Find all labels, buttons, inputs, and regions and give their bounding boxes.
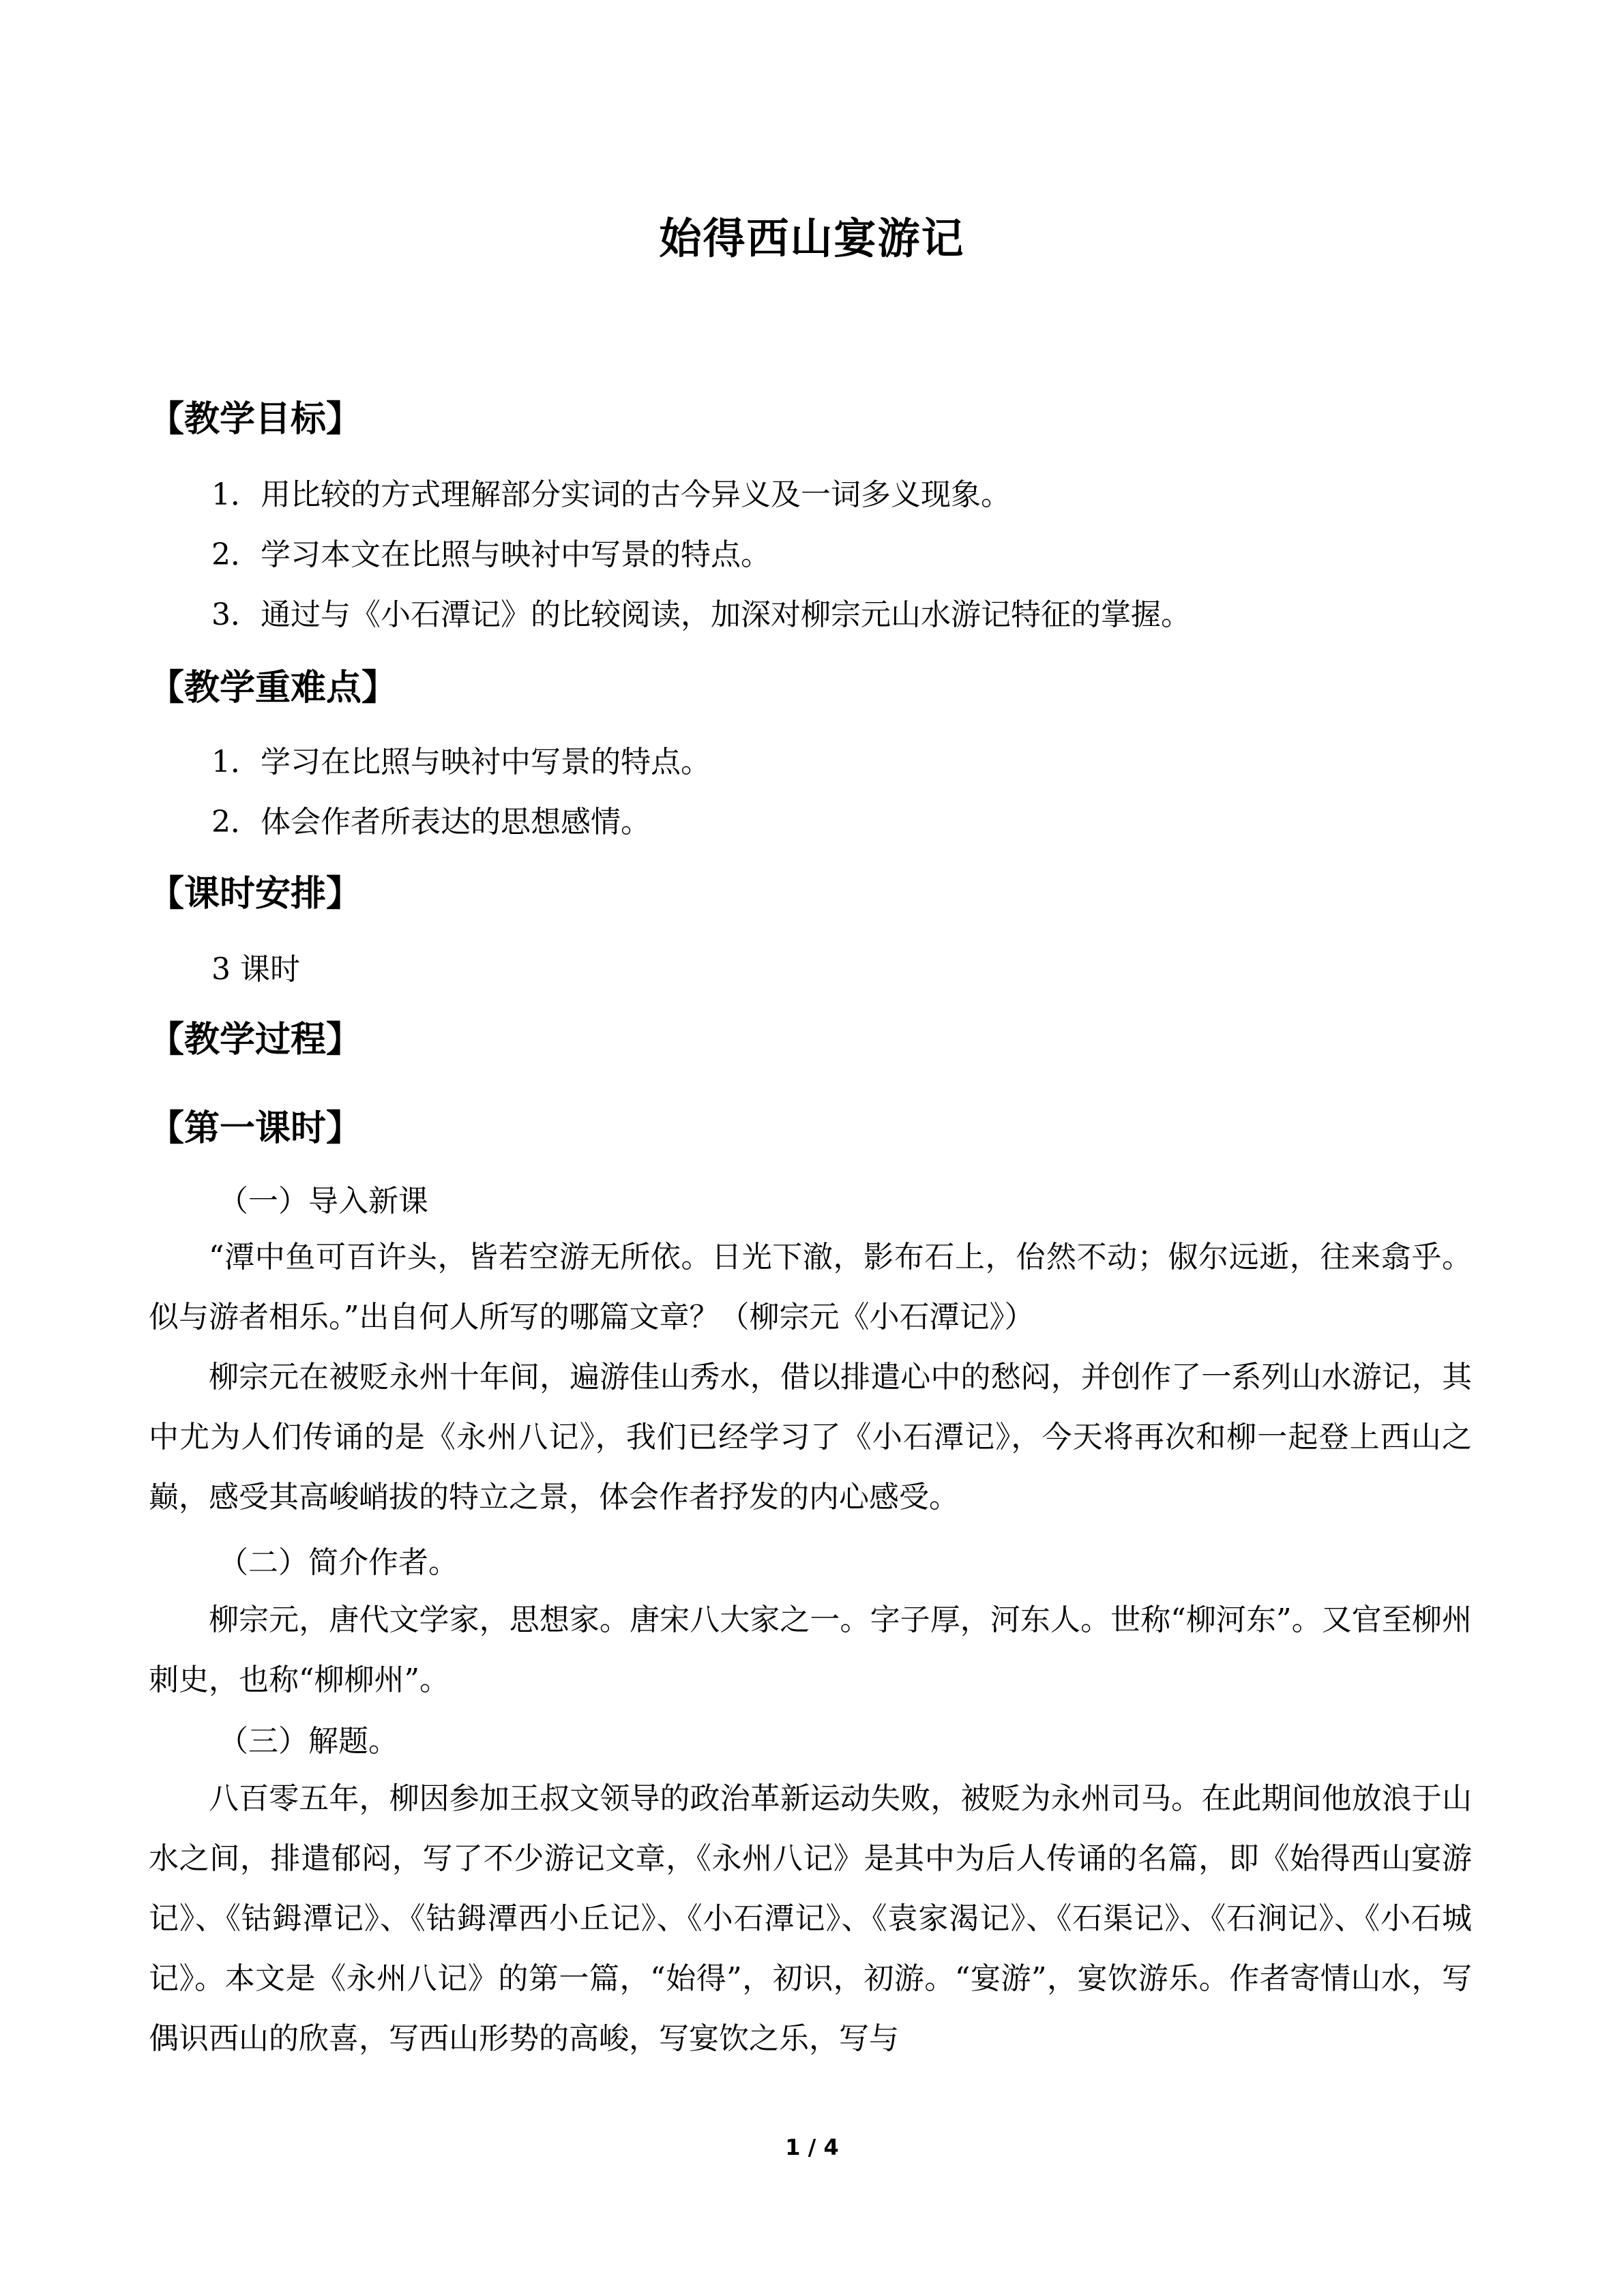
page-number: 1 / 4: [785, 2134, 839, 2160]
objective-item-1: 1．用比较的方式理解部分实词的古今异义及一词多义现象。: [211, 477, 1011, 512]
key-point-item-2: 2．体会作者所表达的思想感情。: [211, 805, 651, 839]
paragraph-title-explain: 八百零五年，柳因参加王叔文领导的政治革新运动失败，被贬为永州司马。在此期间他放浪于山水之间，排遣郁闷，写了不少游记文章，《永州八记》是其中为后人传诵的名篇，即《始得西山宴游记》、《钴鉧潭记》、《钴鉧潭西小丘记》、《小石潭记》、《袁家渴记》、《石渠记》、《石涧记》、《小石城记》。本文是《永州八记》的第一篇，“始得”，初识，初游。“宴游”，宴饮游乐。作者寄情山水，写偶识西山的欣喜，写西山形势的高峻，写宴饮之乐，写与: [149, 1781, 1472, 2056]
key-point-item-1: 1．学习在比照与映衬中写景的特点。: [211, 745, 711, 779]
paragraph-background: 柳宗元在被贬永州十年间，遍游佳山秀水，借以排遣心中的愁闷，并创作了一系列山水游记，其中尤为人们传诵的是《永州八记》，我们已经学习了《小石潭记》，今天将再次和柳一起登上西山之巅，感受其高峻峭拔的特立之景，体会作者抒发的内心感受。: [149, 1360, 1472, 1515]
heading-process: 【教学过程】: [149, 1019, 362, 1060]
schedule-text: 3 课时: [211, 952, 300, 987]
subheading-intro: （一）导入新课: [218, 1184, 428, 1219]
subheading-title-explain: （三）解题。: [218, 1724, 398, 1759]
heading-schedule: 【课时安排】: [149, 874, 362, 914]
heading-key-points: 【教学重难点】: [149, 668, 398, 709]
subheading-author: （二）简介作者。: [218, 1545, 458, 1580]
page-title: 始得西山宴游记: [659, 213, 965, 263]
objective-item-3: 3．通过与《小石潭记》的比较阅读，加深对柳宗元山水游记特征的掌握。: [211, 597, 1191, 632]
paragraph-quote: “潭中鱼可百许头，皆若空游无所依。日光下澈，影布石上，佁然不动；俶尔远逝，往来翕乎。似与游者相乐。”出自何人所写的哪篇文章？（柳宗元《小石潭记》）: [149, 1240, 1472, 1335]
paragraph-author: 柳宗元，唐代文学家，思想家。唐宋八大家之一。字子厚，河东人。世称“柳河东”。又官至柳州刺史，也称“柳柳州”。: [149, 1602, 1472, 1697]
heading-objectives: 【教学目标】: [149, 399, 362, 440]
heading-lesson-1: 【第一课时】: [149, 1108, 362, 1149]
objective-item-2: 2．学习本文在比照与映衬中写景的特点。: [211, 537, 771, 572]
